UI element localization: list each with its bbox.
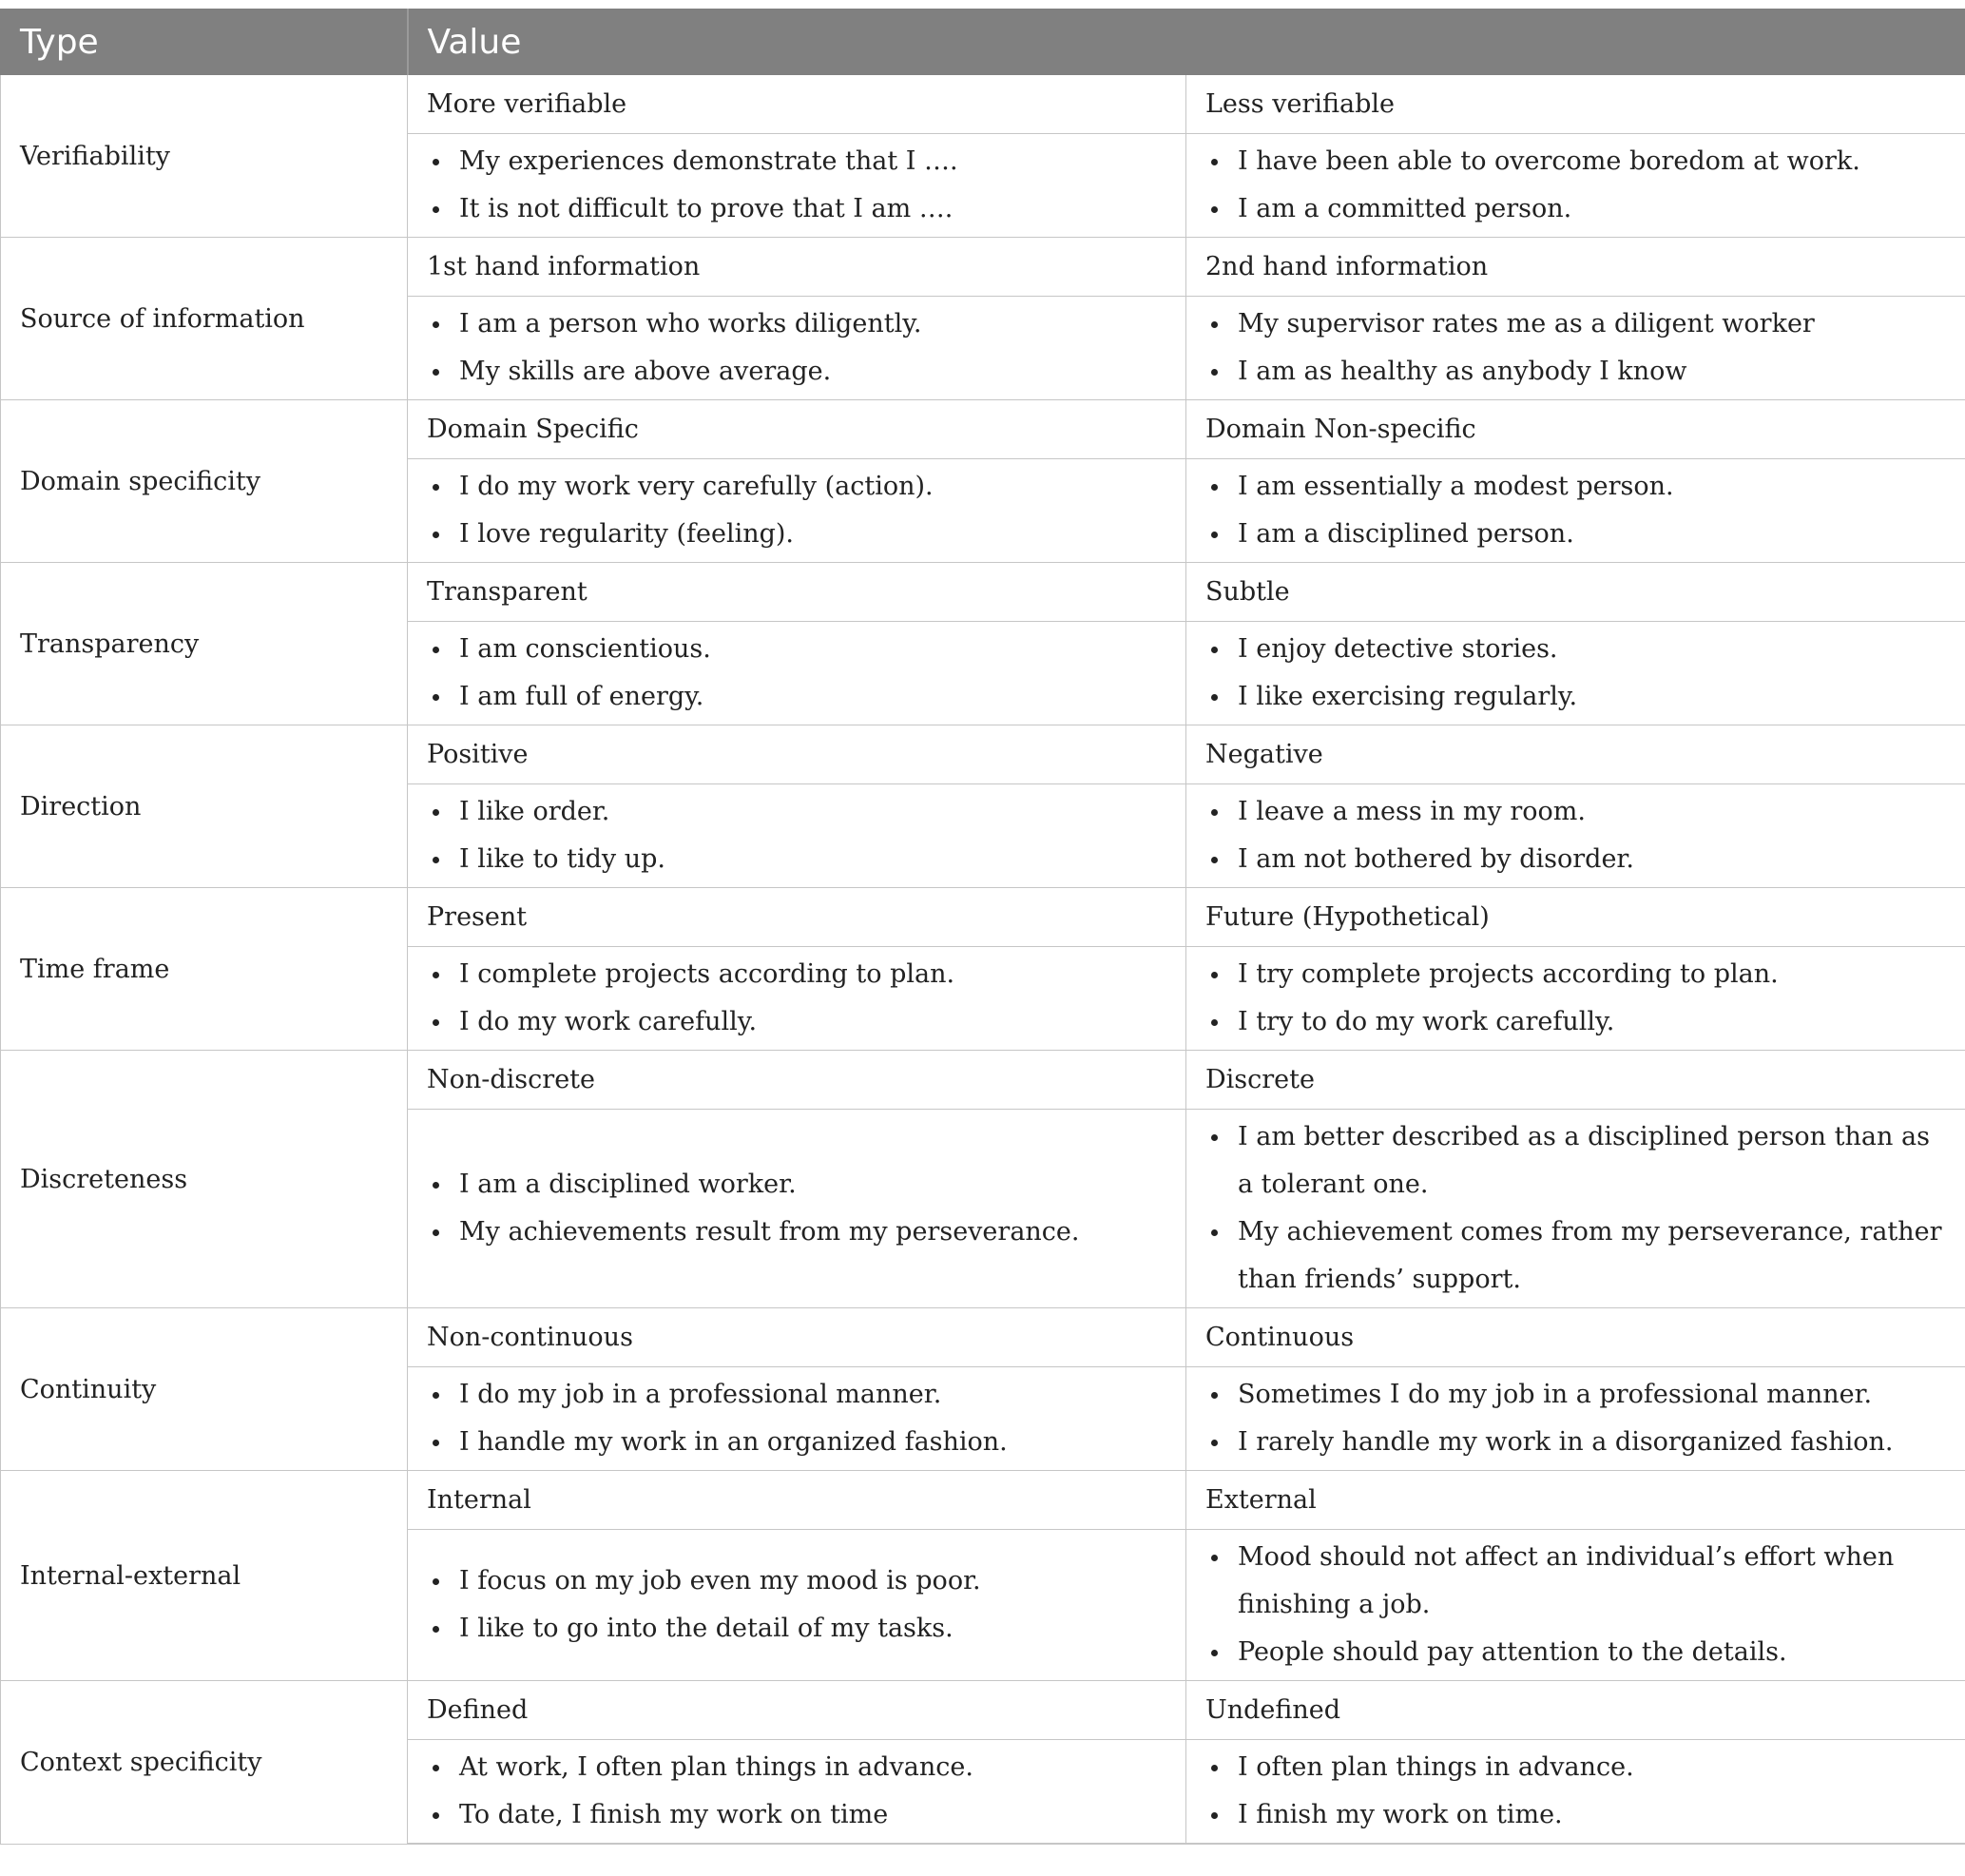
right-label-cell: 2nd hand information (1186, 238, 1965, 297)
right-examples-cell (1186, 1110, 1965, 1308)
left-examples-cell (408, 1367, 1186, 1471)
right-label-cell: Discrete (1186, 1051, 1965, 1110)
example-list (427, 951, 1166, 1046)
left-examples-cell (408, 1110, 1186, 1308)
example-item: I am a committed person. (1205, 185, 1946, 233)
left-label-cell: Defined (408, 1681, 1186, 1740)
example-item: My achievements result from my perseverance. (427, 1209, 1166, 1256)
example-item: I handle my work in an organized fashion. (427, 1419, 1166, 1466)
right-label-cell: Less verifiable (1186, 75, 1965, 134)
type-cell: Discreteness (1, 1051, 408, 1308)
type-cell: Internal-external (1, 1471, 408, 1681)
example-list (427, 1557, 1166, 1653)
table-row (1, 1051, 1965, 1110)
example-item: I am a disciplined worker. (427, 1161, 1166, 1209)
example-item: People should pay attention to the details. (1205, 1629, 1946, 1676)
right-examples-cell (1186, 622, 1965, 725)
type-cell: Time frame (1, 888, 408, 1051)
right-examples-cell (1186, 297, 1965, 400)
left-examples-cell (408, 784, 1186, 888)
example-list (1205, 1744, 1946, 1839)
example-list (1205, 1371, 1946, 1466)
left-label-cell: Domain Specific (408, 400, 1186, 459)
left-examples-cell (408, 622, 1186, 725)
type-cell: Source of information (1, 238, 408, 400)
type-cell: Transparency (1, 563, 408, 725)
left-label-cell: Internal (408, 1471, 1186, 1530)
example-item: I try complete projects according to plan. (1205, 951, 1946, 998)
table-row (1, 1681, 1965, 1740)
example-list (427, 138, 1166, 233)
type-cell: Context specificity (1, 1681, 408, 1845)
right-label-cell: Negative (1186, 725, 1965, 784)
example-item: I am not bothered by disorder. (1205, 836, 1946, 883)
right-label-cell: Undefined (1186, 1681, 1965, 1740)
types-table (0, 9, 1965, 1845)
type-cell: Verifiability (1, 75, 408, 238)
right-examples-cell (1186, 1740, 1965, 1845)
example-list (1205, 300, 1946, 396)
table-row (1, 725, 1965, 784)
example-list (427, 1744, 1166, 1839)
table-row (1, 400, 1965, 459)
example-item: My achievement comes from my perseverance, rather than friends’ support. (1205, 1209, 1946, 1304)
example-item: I leave a mess in my room. (1205, 788, 1946, 836)
right-label-cell: Subtle (1186, 563, 1965, 622)
left-examples-cell (408, 459, 1186, 563)
example-item: I try to do my work carefully. (1205, 998, 1946, 1046)
left-examples-cell (408, 134, 1186, 238)
type-cell: Continuity (1, 1308, 408, 1471)
example-item: I do my work carefully. (427, 998, 1166, 1046)
example-item: I do my job in a professional manner. (427, 1371, 1166, 1419)
table-row (1, 1471, 1965, 1530)
left-label-cell: Non-continuous (408, 1308, 1186, 1367)
example-list (427, 626, 1166, 721)
left-label-cell: Transparent (408, 563, 1186, 622)
example-list (1205, 1534, 1946, 1676)
example-list (1205, 626, 1946, 721)
example-list (1205, 463, 1946, 558)
example-item: Mood should not affect an individual’s effort when finishing a job. (1205, 1534, 1946, 1629)
left-label-cell: Present (408, 888, 1186, 947)
example-item: I love regularity (feeling). (427, 511, 1166, 558)
table-row (1, 563, 1965, 622)
example-item: I like to tidy up. (427, 836, 1166, 883)
right-label-cell: External (1186, 1471, 1965, 1530)
right-examples-cell (1186, 947, 1965, 1051)
example-list (1205, 138, 1946, 233)
example-item: I like exercising regularly. (1205, 673, 1946, 721)
example-item: I complete projects according to plan. (427, 951, 1166, 998)
right-examples-cell (1186, 459, 1965, 563)
example-item: I finish my work on time. (1205, 1791, 1946, 1839)
right-examples-cell (1186, 1367, 1965, 1471)
left-label-cell: 1st hand information (408, 238, 1186, 297)
left-examples-cell (408, 297, 1186, 400)
right-label-cell: Domain Non-specific (1186, 400, 1965, 459)
example-item: I often plan things in advance. (1205, 1744, 1946, 1791)
example-list (427, 300, 1166, 396)
example-list (427, 463, 1166, 558)
left-label-cell: More verifiable (408, 75, 1186, 134)
right-examples-cell (1186, 134, 1965, 238)
example-list (1205, 788, 1946, 883)
example-item: My skills are above average. (427, 348, 1166, 396)
example-item: I have been able to overcome boredom at work. (1205, 138, 1946, 185)
example-item: At work, I often plan things in advance. (427, 1744, 1166, 1791)
example-item: I rarely handle my work in a disorganized fashion. (1205, 1419, 1946, 1466)
left-label-cell: Positive (408, 725, 1186, 784)
table-row (1, 888, 1965, 947)
example-item: To date, I finish my work on time (427, 1791, 1166, 1839)
example-item: I am better described as a disciplined person than as a tolerant one. (1205, 1113, 1946, 1209)
table-row (1, 75, 1965, 134)
type-cell: Domain specificity (1, 400, 408, 563)
example-item: I enjoy detective stories. (1205, 626, 1946, 673)
left-label-cell: Non-discrete (408, 1051, 1186, 1110)
right-label-cell: Future (Hypothetical) (1186, 888, 1965, 947)
header-type: Type (1, 10, 408, 75)
example-item: I am full of energy. (427, 673, 1166, 721)
table-header-row (1, 10, 1965, 75)
example-list (427, 1371, 1166, 1466)
table-body (1, 75, 1965, 1845)
left-examples-cell (408, 1530, 1186, 1681)
example-list (1205, 951, 1946, 1046)
example-item: It is not difficult to prove that I am …. (427, 185, 1166, 233)
left-examples-cell (408, 947, 1186, 1051)
example-item: I am conscientious. (427, 626, 1166, 673)
type-cell: Direction (1, 725, 408, 888)
example-item: I like to go into the detail of my tasks. (427, 1605, 1166, 1653)
example-item: I am as healthy as anybody I know (1205, 348, 1946, 396)
example-list (427, 1161, 1166, 1256)
header-value: Value (408, 10, 1965, 75)
left-examples-cell (408, 1740, 1186, 1845)
example-item: Sometimes I do my job in a professional manner. (1205, 1371, 1946, 1419)
example-item: I am a disciplined person. (1205, 511, 1946, 558)
example-item: My supervisor rates me as a diligent worker (1205, 300, 1946, 348)
example-item: I do my work very carefully (action). (427, 463, 1166, 511)
example-list (427, 788, 1166, 883)
right-examples-cell (1186, 1530, 1965, 1681)
right-examples-cell (1186, 784, 1965, 888)
table-row (1, 1308, 1965, 1367)
right-label-cell: Continuous (1186, 1308, 1965, 1367)
example-list (1205, 1113, 1946, 1304)
example-item: I am essentially a modest person. (1205, 463, 1946, 511)
example-item: I am a person who works diligently. (427, 300, 1166, 348)
example-item: I focus on my job even my mood is poor. (427, 1557, 1166, 1605)
example-item: My experiences demonstrate that I …. (427, 138, 1166, 185)
table-row (1, 238, 1965, 297)
example-item: I like order. (427, 788, 1166, 836)
